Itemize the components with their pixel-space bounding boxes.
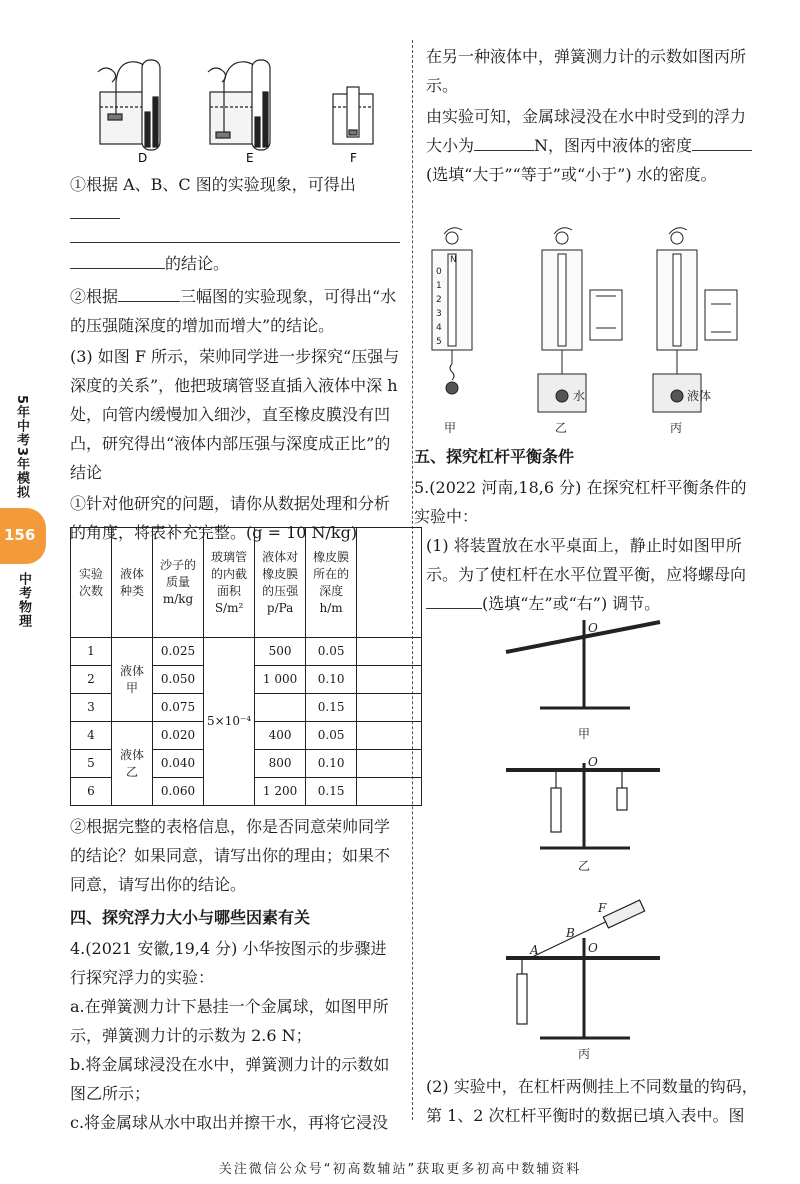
liquid-water-label: 水: [573, 389, 586, 403]
cell: 2: [71, 666, 112, 694]
th-pressure: 液体对橡皮膜的压强 p/Pa: [255, 528, 306, 638]
answer-blank[interactable]: [426, 590, 482, 609]
cell: 0.040: [153, 750, 204, 778]
label-f: F: [350, 151, 357, 165]
cell: 1: [71, 638, 112, 666]
spring-scales-figure: [420, 224, 750, 439]
scale-label-bing: 丙: [670, 421, 683, 435]
cell: 4: [71, 722, 112, 750]
tick-label: 2: [436, 295, 442, 305]
question-1: [70, 170, 400, 228]
footer-note: 关注微信公众号“初高数辅站”获取更多初高中数辅资料: [218, 1162, 582, 1177]
label-e: E: [246, 151, 254, 165]
tick-label: 4: [436, 323, 442, 333]
lever-bing: [506, 900, 660, 1038]
tick-N: N: [450, 255, 457, 265]
th-blank[interactable]: [357, 528, 422, 638]
label-d: D: [138, 151, 148, 165]
th-liquid: 液体种类: [112, 528, 153, 638]
figure-def: [88, 52, 388, 167]
q4-ask-a: 由实验可知，金属球浸没在水中时受到的浮力大小为: [426, 107, 747, 155]
cell: 800: [255, 750, 306, 778]
cell-blank[interactable]: [357, 778, 422, 806]
lever-pivot-o: O: [588, 941, 598, 955]
question-3-2: ②根据完整的表格信息，你是否同意荣帅同学的结论？如果同意，请写出你的理由；如果不同意，请写出你的结论。: [70, 817, 391, 894]
th-area: 玻璃管的内截面积 S/m²: [204, 528, 255, 638]
q5-1-text-b: (选填“左”或“右”) 调节。: [482, 594, 661, 613]
cell: 0.05: [306, 722, 357, 750]
answer-blank[interactable]: [70, 250, 165, 269]
question-4-c: c.将金属球从水中取出并擦干水，再将它浸没: [70, 1113, 389, 1132]
question-5-intro: 5.(2022 河南,18,6 分) 在探究杠杆平衡条件的实验中：: [414, 478, 747, 526]
right-column-bottom: [414, 1072, 758, 1130]
lever-point-a: A: [530, 943, 539, 957]
cell-area: 5×10⁻⁴: [204, 638, 255, 806]
th-trial: 实验次数: [71, 528, 112, 638]
tick-label: 3: [436, 309, 442, 319]
cell-blank[interactable]: [357, 750, 422, 778]
lever-jia: [506, 620, 660, 708]
section-4-heading: 四、探究浮力大小与哪些因素有关: [70, 908, 311, 927]
book-title: 5年中考3年模拟: [14, 395, 29, 500]
th-depth: 橡皮膜所在的深度 h/m: [306, 528, 357, 638]
cell: 0.10: [306, 750, 357, 778]
cell-blank[interactable]: [357, 666, 422, 694]
cell: 0.020: [153, 722, 204, 750]
cell-liquid-a: 液体甲: [112, 638, 153, 722]
q4-ask-b: N，图丙中液体的密度: [534, 136, 693, 155]
cell: 6: [71, 778, 112, 806]
spring-scale-bing: [653, 228, 737, 412]
spring-scale-yi: [538, 228, 622, 412]
lever-figures: [500, 610, 680, 1065]
scale-label-jia: 甲: [444, 421, 457, 435]
question-5-2: (2) 实验中，在杠杆两侧挂上不同数量的钩码，第 1、2 次杠杆平衡时的数据已填入表中。图: [426, 1077, 758, 1125]
tick-label: 0: [436, 267, 442, 277]
tick-label: 5: [436, 337, 442, 347]
question-5-1: [414, 531, 758, 618]
cell-blank[interactable]: [255, 694, 306, 722]
answer-blank[interactable]: [118, 283, 180, 302]
q1-end-text: 的结论。: [165, 254, 230, 273]
tick-label: 1: [436, 281, 442, 291]
q5-1-text-a: (1) 将装置放在水平桌面上，静止时如图甲所示。为了使杠杆在水平位置平衡，应将螺母向: [426, 536, 747, 584]
apparatus-d: [98, 60, 160, 150]
cell: 0.15: [306, 778, 357, 806]
cell: 500: [255, 638, 306, 666]
lever-label-jia: 甲: [578, 727, 591, 741]
cell: 0.10: [306, 666, 357, 694]
right-column-mid: [414, 440, 758, 618]
cell: 400: [255, 722, 306, 750]
apparatus-e: [208, 60, 270, 150]
cell: 5: [71, 750, 112, 778]
section-5-heading: 五、探究杠杆平衡条件: [414, 447, 575, 466]
answer-blank[interactable]: [474, 132, 534, 151]
left-column: [70, 170, 400, 547]
lever-label-yi: 乙: [578, 859, 591, 873]
lever-pivot-o: O: [588, 755, 598, 769]
answer-blank[interactable]: [70, 200, 120, 219]
lever-force-f: F: [598, 901, 607, 915]
cell: 0.025: [153, 638, 204, 666]
cell: 0.05: [306, 638, 357, 666]
data-table: [70, 527, 422, 806]
question-4-ask: [426, 102, 756, 189]
table-row: [71, 638, 422, 666]
question-4-a: a.在弹簧测力计下悬挂一个金属球，如图甲所示，弹簧测力计的示数为 2.6 N；: [70, 997, 389, 1045]
page-number-tab: [0, 508, 46, 564]
question-4-b: b.将金属球浸没在水中，弹簧测力计的示数如图乙所示；: [70, 1055, 390, 1103]
lever-point-b: B: [566, 926, 575, 940]
page-number: 156: [4, 526, 36, 544]
question-2: [70, 282, 400, 340]
question-4-continued: 在另一种液体中，弹簧测力计的示数如图丙所示。: [426, 47, 747, 95]
cell-blank[interactable]: [357, 638, 422, 666]
question-3-1: ①针对他研究的问题，请你从数据处理和分析的角度，将表补充完整。(g = 10 N/kg): [70, 494, 391, 542]
subject-label: 中考物理: [16, 572, 31, 628]
cell: 0.050: [153, 666, 204, 694]
cell: 0.075: [153, 694, 204, 722]
q1-text: ①根据 A、B、C 图的实验现象，可得出: [70, 175, 356, 194]
lever-pivot-o: O: [588, 621, 598, 635]
cell: 0.15: [306, 694, 357, 722]
liquid-other-label: 液体: [687, 389, 712, 403]
question-4-intro: 4.(2021 安徽,19,4 分) 小华按图示的步骤进行探究浮力的实验：: [70, 939, 387, 987]
answer-line[interactable]: [70, 242, 400, 243]
th-mass: 沙子的质量 m/kg: [153, 528, 204, 638]
right-column: [426, 42, 756, 189]
cell: 1 000: [255, 666, 306, 694]
q2-text-b: 三幅图的实验现象，可得出“水的压强随深度的增加而增大”的结论。: [70, 287, 397, 335]
left-column-lower: [70, 812, 400, 1137]
cell: 3: [71, 694, 112, 722]
lever-yi: [506, 763, 660, 848]
scale-label-yi: 乙: [555, 421, 568, 435]
cell: 1 200: [255, 778, 306, 806]
cell-liquid-b: 液体乙: [112, 722, 153, 806]
question-1-end: [70, 249, 400, 278]
lever-label-bing: 丙: [578, 1047, 591, 1061]
apparatus-f: [333, 87, 373, 144]
q4-ask-c: (选填“大于”“等于”或“小于”) 水的密度。: [426, 165, 717, 184]
answer-blank[interactable]: [692, 132, 752, 151]
cell-blank[interactable]: [357, 694, 422, 722]
q2-text-a: ②根据: [70, 287, 119, 306]
cell: 0.060: [153, 778, 204, 806]
cell-blank[interactable]: [357, 722, 422, 750]
question-3: (3) 如图 F 所示，荣帅同学进一步探究“压强与深度的关系”，他把玻璃管竖直插入液体中深 h 处，向管内缓慢加入细沙，直至橡皮膜没有凹凸，研究得出“液体内部压强与深度成正比”的结论: [70, 347, 400, 482]
